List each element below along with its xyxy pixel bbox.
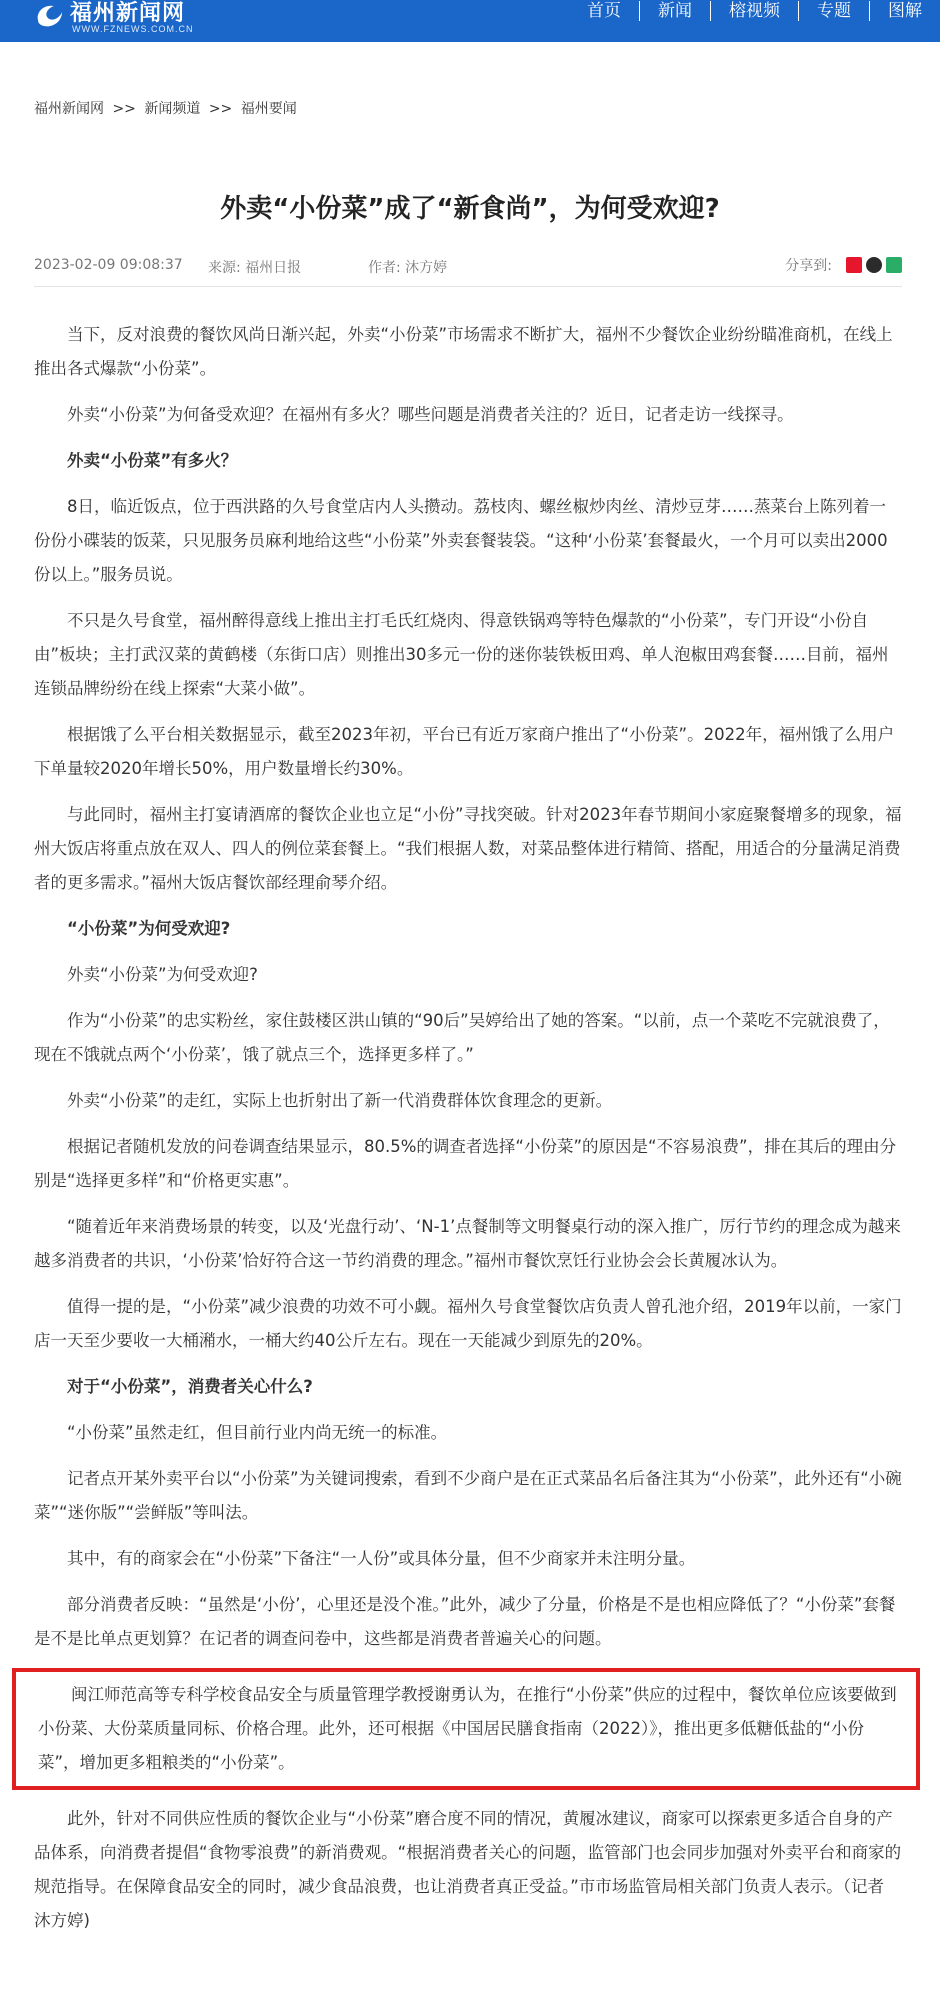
article-paragraph: “小份菜”虽然走红，但目前行业内尚无统一的标准。 (67, 1423, 448, 1442)
article-paragraph: 部分消费者反映：“虽然是‘小份’，心里还是没个准。”此外，减少了分量，价格是不是也相应降低了？“小份菜”套餐是不是比单点更划算？在记者的调查问卷中，这些都是消费者普遍关心的问题。 (34, 1595, 896, 1648)
article-paragraph: 记者点开某外卖平台以“小份菜”为关键词搜索，看到不少商户是在正式菜品名后备注其为“小份菜”，此外还有“小碗菜”“迷你版”“尝鲜版”等叫法。 (34, 1469, 902, 1522)
share-bar (785, 255, 902, 275)
article-paragraph: 外卖“小份菜”的走红，实际上也折射出了新一代消费群体饮食理念的更新。 (67, 1091, 613, 1110)
highlighted-paragraph: 闽江师范高等专科学校食品安全与质量管理学教授谢勇认为，在推行“小份菜”供应的过程中，餐饮单位应该要做到小份菜、大份菜质量同标、价格合理。此外，还可根据《中国居民膳食指南（2022）》，推出更多低糖低盐的“小份菜”，增加更多粗粮类的“小份菜”。 (12, 1668, 920, 1790)
nav-item-topics[interactable]: 专题 (798, 1, 869, 21)
article-paragraph: 外卖“小份菜”为何备受欢迎？在福州有多火？哪些问题是消费者关注的？近日，记者走访一线探寻。 (67, 405, 794, 424)
logo-swirl-icon (34, 2, 64, 28)
article-title: 外卖“小份菜”成了“新食尚”，为何受欢迎? (220, 194, 720, 224)
top-navigation-bar (0, 0, 940, 42)
wechat-icon[interactable] (886, 257, 902, 273)
nav-item-graphics[interactable]: 图解 (869, 1, 940, 21)
article-paragraph: “随着近年来消费场景的转变，以及‘光盘行动’、‘N-1’点餐制等文明餐桌行动的深入推广，厉行节约的理念成为越来越多消费者的共识，‘小份菜’恰好符合这一节约消费的理念。”福州市餐饮烹饪行业协会会长黄履冰认为。 (34, 1217, 901, 1270)
publish-date: 2023-02-09 09:08:37 (34, 257, 183, 273)
section-heading: 对于“小份菜”，消费者关心什么? (67, 1377, 313, 1396)
article-body (34, 318, 902, 1950)
article-paragraph: 根据记者随机发放的问卷调查结果显示，80.5%的调查者选择“小份菜”的原因是“不容易浪费”，排在其后的理由分别是“选择更多样”和“价格更实惠”。 (34, 1137, 897, 1190)
breadcrumb-separator: >> (208, 101, 233, 117)
breadcrumb-home[interactable]: 福州新闻网 (34, 101, 104, 117)
breadcrumb-fuzhou-news[interactable]: 福州要闻 (240, 101, 297, 117)
breadcrumb (34, 98, 297, 118)
article-source: 来源: 福州日报 (208, 260, 302, 276)
nav-item-video[interactable]: 榕视频 (710, 1, 798, 21)
breadcrumb-news-channel[interactable]: 新闻频道 (144, 101, 201, 117)
weibo-icon[interactable] (846, 257, 862, 273)
article-paragraph: 不只是久号食堂，福州醉得意线上推出主打毛氏红烧肉、得意铁锅鸡等特色爆款的“小份菜”，专门开设“小份自由”板块；主打武汉菜的黄鹤楼（东街口店）则推出30多元一份的迷你装铁板田鸡、单人泡椒田鸡套餐……目前，福州连锁品牌纷纷在线上探索“大菜小做”。 (34, 611, 889, 698)
article-paragraph: 根据饿了么平台相关数据显示，截至2023年初，平台已有近万家商户推出了“小份菜”。2022年，福州饿了么用户下单量较2020年增长50%，用户数量增长约30%。 (34, 725, 895, 778)
share-label: 分享到: (785, 258, 832, 274)
article-paragraph: 此外，针对不同供应性质的餐饮企业与“小份菜”磨合度不同的情况，黄履冰建议，商家可以探索更多适合自身的产品体系，向消费者提倡“食物零浪费”的新消费观。“根据消费者关心的问题，监管部门也会同步加强对外卖平台和商家的规范指导。在保障食品安全的同时，减少食品浪费，也让消费者真正受益。”市市场监管局相关部门负责人表示。（记者 沐方婷) (34, 1809, 902, 1930)
nav-item-home[interactable]: 首页 (587, 1, 621, 21)
main-nav (569, 0, 940, 22)
article-paragraph: 当下，反对浪费的餐饮风尚日渐兴起，外卖“小份菜”市场需求不断扩大，福州不少餐饮企业纷纷瞄准商机，在线上推出各式爆款“小份菜”。 (34, 325, 893, 378)
qq-icon[interactable] (866, 257, 882, 273)
meta-divider (34, 286, 902, 287)
article-author: 作者: 沐方婷 (368, 260, 448, 276)
section-heading: “小份菜”为何受欢迎? (67, 919, 231, 938)
site-logo[interactable] (34, 0, 214, 42)
logo-url: WWW.FZNEWS.COM.CN (72, 24, 194, 34)
article-meta (34, 255, 902, 279)
article-paragraph: 外卖“小份菜”为何受欢迎? (67, 965, 258, 984)
section-heading: 外卖“小份菜”有多火？ (67, 451, 238, 470)
article-paragraph: 作为“小份菜”的忠实粉丝，家住鼓楼区洪山镇的“90后”吴婷给出了她的答案。“以前，点一个菜吃不完就浪费了，现在不饿就点两个‘小份菜’，饿了就点三个，选择更多样了。” (34, 1011, 890, 1064)
breadcrumb-separator: >> (112, 101, 136, 117)
logo-text: 福州新闻网 (70, 1, 186, 26)
article-paragraph: 其中，有的商家会在“小份菜”下备注“一人份”或具体分量，但不少商家并未注明分量。 (67, 1549, 696, 1568)
article-paragraph: 与此同时，福州主打宴请酒席的餐饮企业也立足“小份”寻找突破。针对2023年春节期间小家庭聚餐增多的现象，福州大饭店将重点放在双人、四人的例位菜套餐上。“我们根据人数，对菜品整体进行精简、搭配，用适合的分量满足消费者的更多需求。”福州大饭店餐饮部经理俞琴介绍。 (34, 805, 902, 892)
article-paragraph: 值得一提的是，“小份菜”减少浪费的功效不可小觑。福州久号食堂餐饮店负责人曾孔池介绍，2019年以前，一家门店一天至少要收一大桶潲水，一桶大约40公斤左右。现在一天能减少到原先的20%。 (34, 1297, 902, 1350)
article-paragraph: 8日，临近饭点，位于西洪路的久号食堂店内人头攒动。荔枝肉、螺丝椒炒肉丝、清炒豆芽……蒸菜台上陈列着一份份小碟装的饭菜，只见服务员麻利地给这些“小份菜”外卖套餐装袋。“这种‘小份菜’套餐最火，一个月可以卖出2000份以上。”服务员说。 (34, 497, 888, 584)
nav-item-news[interactable]: 新闻 (639, 1, 710, 21)
